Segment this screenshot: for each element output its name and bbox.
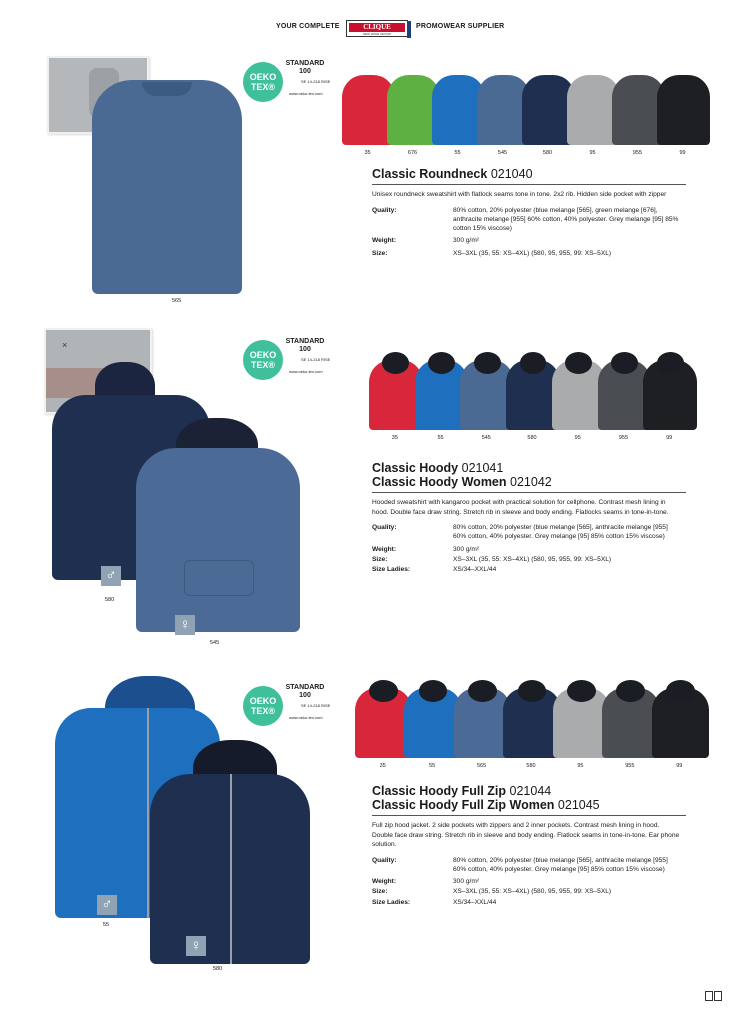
product-name: Classic Hoody Full Zip	[372, 784, 507, 798]
colour-swatch-strip	[372, 360, 692, 430]
product-description: Hooded sweatshirt with kangaroo pocket with practical solution for cellphone. Contrast mesh lining in hood. Double face draw string. Stretch rib in sleeve and body ending. Flatlocks seams in tone-in-tone.	[372, 499, 669, 516]
product-description: Full zip hood jacket. 2 side pockets with zippers and 2 inner pockets. Contrast mesh lining in hood. Double face draw string. Stretch rib in sleeve and body ending. Flatlock seams in tone-in-tone. Ear phone solution.	[372, 822, 680, 848]
womens-hoody-image	[136, 448, 300, 632]
oeko-url: www.oeko-tex.com	[289, 715, 323, 720]
male-icon: ♂	[97, 895, 117, 915]
colour-code-label: 95	[577, 763, 584, 769]
kangaroo-pocket	[184, 560, 254, 596]
spec-label: Size Ladies:	[372, 566, 411, 574]
product-number-women: 021045	[557, 798, 600, 812]
page-number-box	[714, 991, 722, 1001]
clique-logo	[346, 20, 408, 37]
spec-quality	[372, 206, 682, 234]
colour-swatch-strip	[345, 75, 705, 145]
spec-label: Weight:	[372, 878, 397, 886]
colour-code-label: 55	[429, 763, 436, 769]
colour-code-label: 99	[666, 435, 673, 441]
spec-value: 300 g/m²	[453, 545, 480, 553]
colour-code-label: 580	[542, 150, 553, 156]
product-name: Classic Roundneck	[372, 167, 488, 181]
image-colour-code: 565	[172, 298, 182, 304]
page-number-box	[705, 991, 713, 1001]
spec-value: XS/34–XXL/44	[453, 566, 497, 574]
spec-size	[372, 555, 682, 564]
oeko-tex-logo: OEKO TEX®	[243, 62, 283, 102]
colour-code-label: 580	[527, 435, 537, 441]
colour-code-label: 55	[454, 150, 461, 156]
spec-size-ladies	[372, 898, 682, 907]
spec-weight	[372, 236, 682, 245]
colour-code-label: 545	[497, 150, 508, 156]
spec-value: 300 g/m²	[453, 878, 480, 886]
spec-quality	[372, 856, 682, 875]
product-specs	[372, 523, 682, 574]
oeko-standard: STANDARD 100	[285, 338, 325, 353]
spec-value: 80% cotton, 20% polyester (blue melange [565], green melange [676], anthracite melange [955] 60% cotton, 40% polyester. Grey melange [95] 85% cotton 15% viscose)	[453, 206, 679, 233]
product-number-women: 021042	[510, 475, 552, 489]
product-specs	[372, 206, 682, 258]
colour-code-label: 580	[526, 763, 536, 769]
spec-value: 300 g/m²	[453, 237, 480, 245]
oeko-cert: SE 14-218 RISE	[301, 79, 331, 84]
product-name: Classic Hoody	[372, 461, 459, 475]
colour-code-label: 35	[364, 150, 371, 156]
roundneck-sweatshirt-image	[92, 80, 242, 294]
spec-label: Size:	[372, 888, 388, 896]
spec-label: Size Ladies:	[372, 898, 411, 906]
product-info-roundneck	[372, 167, 682, 261]
hood	[657, 352, 684, 374]
image-colour-code-female: 545	[210, 640, 220, 646]
colour-code-label: 99	[679, 150, 686, 156]
colour-code-label: 565	[476, 763, 487, 769]
colour-swatch-99	[652, 688, 709, 758]
product-number: 021041	[461, 461, 504, 475]
spec-label: Weight:	[372, 237, 397, 245]
page-header	[0, 20, 754, 38]
product-title	[372, 167, 682, 181]
hood	[520, 352, 547, 374]
colour-code-label: 545	[481, 435, 491, 441]
colour-codes	[372, 435, 692, 443]
colour-codes	[345, 150, 705, 158]
oeko-cert: SE 14-218 RISE	[301, 703, 331, 708]
hood	[567, 680, 596, 702]
header-right-text: PROMOWEAR SUPPLIER	[416, 23, 505, 30]
hood	[565, 352, 592, 374]
product-description: Unisex roundneck sweatshirt with flatlock seams tone in tone. 2x2 rib. Hidden side pocket with zipper	[372, 191, 667, 198]
colour-code-label: 955	[618, 435, 629, 441]
spec-size	[372, 249, 682, 258]
oeko-cert: SE 14-218 RISE	[301, 357, 331, 362]
product-specs	[372, 856, 682, 907]
colour-code-label: 95	[574, 435, 581, 441]
colour-codes	[358, 763, 704, 771]
header-left-text: YOUR COMPLETE	[276, 23, 340, 30]
womens-fullzip-image	[150, 774, 310, 964]
oeko-tex-badge	[243, 338, 339, 384]
title-rule	[372, 815, 686, 816]
spec-value: XS–3XL (35, 55: XS–4XL) (580, 95, 955, 99: XS–5XL)	[453, 888, 612, 896]
colour-swatch-955	[602, 688, 659, 758]
colour-code-label: 35	[379, 763, 386, 769]
oeko-tex-badge	[243, 684, 339, 730]
hood	[616, 680, 645, 702]
product-title-women	[372, 798, 682, 812]
spec-value: 80% cotton, 20% polyester (blue melange [565], anthracite melange [955] 60% cotton, 40% polyester. Grey melange [95] 85% cotton 15% viscose)	[453, 524, 668, 541]
spec-size	[372, 887, 682, 896]
title-rule	[372, 492, 686, 493]
oeko-tex-logo: OEKO TEX®	[243, 686, 283, 726]
spec-label: Size:	[372, 555, 388, 563]
spec-label: Quality:	[372, 524, 397, 531]
logo-accent	[407, 21, 411, 38]
oeko-url: www.oeko-tex.com	[289, 369, 323, 374]
spec-label: Quality:	[372, 206, 397, 214]
colour-swatch-strip	[358, 688, 704, 758]
spec-value: XS–3XL (35, 55: XS–4XL) (580, 95, 955, 99: XS–5XL)	[453, 249, 612, 257]
product-number: 021040	[490, 167, 533, 181]
oeko-standard: STANDARD 100	[285, 60, 325, 75]
zipper	[147, 708, 149, 918]
hood	[428, 352, 455, 374]
colour-code-label: 99	[676, 763, 683, 769]
zipper	[230, 774, 232, 964]
colour-swatch-99	[657, 75, 710, 145]
product-title	[372, 784, 682, 798]
colour-code-label: 676	[407, 150, 418, 156]
hood	[611, 352, 638, 374]
product-info-fullzip	[372, 784, 682, 910]
product-info-hoody	[372, 461, 682, 577]
product-title-women	[372, 475, 682, 489]
spec-label: Quality:	[372, 856, 397, 864]
oeko-url: www.oeko-tex.com	[289, 91, 323, 96]
spec-label: Size:	[372, 249, 388, 257]
hood	[666, 680, 695, 702]
image-colour-code-male: 55	[103, 922, 110, 928]
hood	[369, 680, 398, 702]
colour-code-label: 955	[632, 150, 643, 156]
hood	[419, 680, 448, 702]
product-name-women: Classic Hoody Full Zip Women	[372, 798, 555, 812]
female-icon: ♀	[186, 936, 206, 956]
product-title	[372, 461, 682, 475]
neckline	[142, 82, 192, 96]
image-colour-code-male: 580	[105, 597, 115, 603]
hood	[382, 352, 409, 374]
colour-code-label: 955	[625, 763, 635, 769]
spec-value: 80% cotton, 20% polyester (blue melange [565], anthracite melange [955] 60% cotton, 40% polyester. Grey melange [95] 85% cotton 15% viscose)	[453, 856, 668, 873]
product-name-women: Classic Hoody Women	[372, 475, 507, 489]
colour-code-label: 35	[391, 435, 398, 441]
spec-value: XS–3XL (35, 55: XS–4XL) (580, 95, 955, 99: XS–5XL)	[453, 555, 612, 563]
oeko-standard: STANDARD 100	[285, 684, 325, 699]
image-colour-code-female: 580	[213, 966, 223, 972]
spec-weight	[372, 877, 682, 886]
colour-swatch-99	[643, 360, 697, 430]
spec-value: XS/34–XXL/44	[453, 898, 497, 906]
logo-wordmark: CLIQUE	[349, 23, 405, 32]
cross-icon: ×	[62, 340, 68, 350]
spec-weight	[372, 545, 682, 554]
title-rule	[372, 184, 686, 185]
spec-size-ladies	[372, 565, 682, 574]
oeko-tex-badge	[243, 60, 339, 106]
colour-code-label: 55	[437, 435, 444, 441]
hood	[474, 352, 501, 374]
spec-label: Weight:	[372, 545, 397, 553]
spec-quality	[372, 523, 682, 542]
product-number: 021044	[509, 784, 552, 798]
female-icon: ♀	[175, 615, 195, 635]
colour-code-label: 95	[589, 150, 596, 156]
hood	[468, 680, 497, 702]
logo-subtext: NEW WAVE GROUP	[362, 32, 392, 36]
oeko-tex-logo: OEKO TEX®	[243, 340, 283, 380]
male-icon: ♂	[101, 566, 121, 586]
hood	[518, 680, 547, 702]
